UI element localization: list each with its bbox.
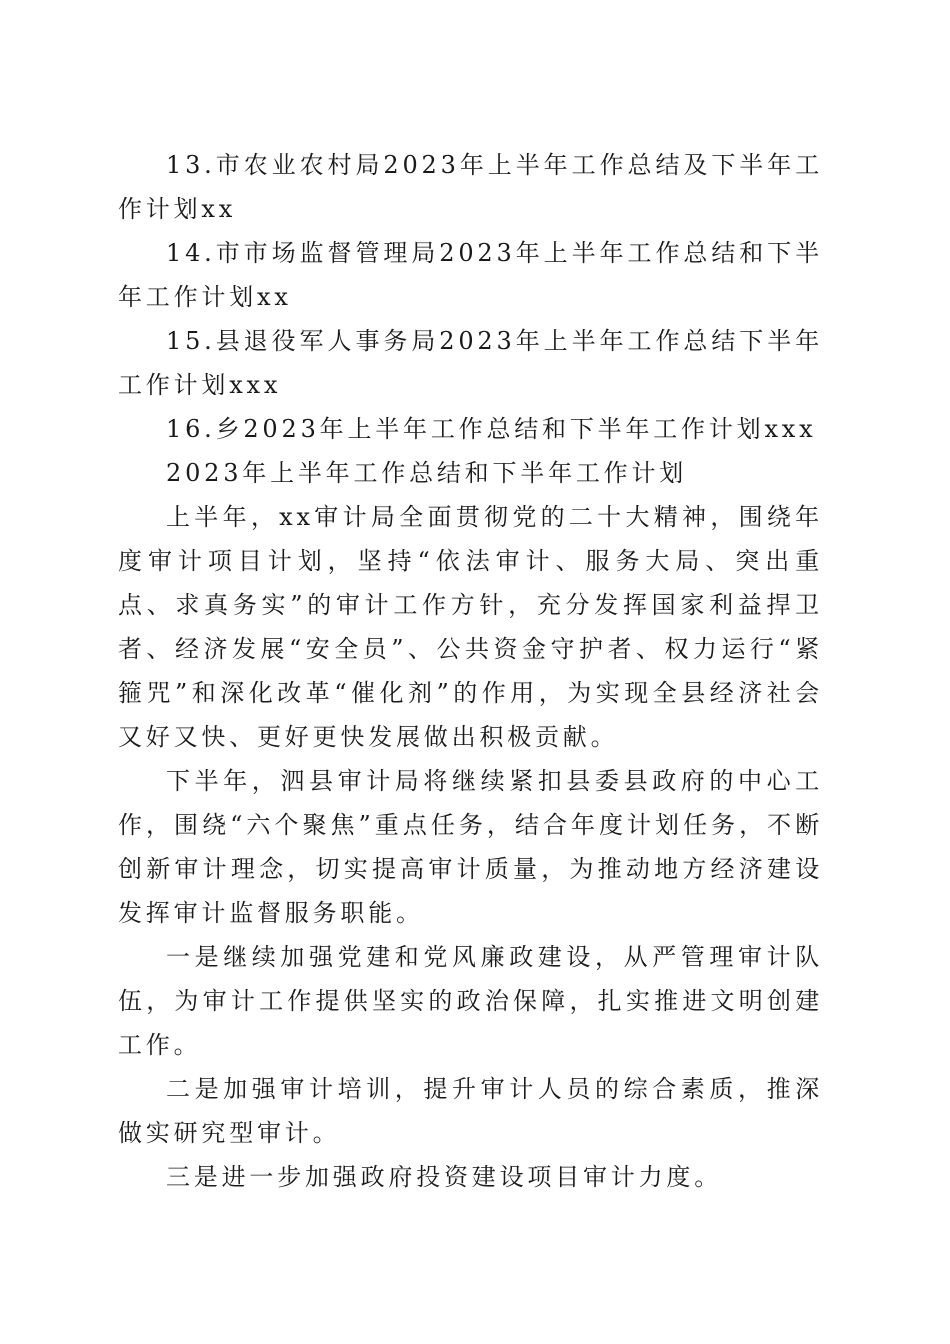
paragraph-point-two: 二是加强审计培训，提升审计人员的综合素质，推深做实研究型审计。 — [118, 1075, 823, 1147]
paragraph-point-one: 一是继续加强党建和党风廉政建设，从严管理审计队伍，为审计工作提供坚实的政治保障，扎实推进文明创建工作。 — [118, 943, 823, 1059]
paragraph-item-16: 16.乡2023年上半年工作总结和下半年工作计划xxx — [166, 415, 817, 443]
paragraph-point-three: 三是进一步加强政府投资建设项目审计力度。 — [166, 1163, 722, 1191]
paragraph-second-half-plan: 下半年，泗县审计局将继续紧扣县委县政府的中心工作，围绕“六个聚焦”重点任务，结合年度计划任务，不断创新审计理念，切实提高审计质量，为推动地方经济建设发挥审计监督服务职能。 — [118, 767, 823, 927]
paragraph-first-half-summary: 上半年，xx审计局全面贯彻党的二十大精神，围绕年度审计项目计划，坚持“依法审计、服务大局、突出重点、求真务实”的审计工作方针，充分发挥国家利益捍卫者、经济发展“安全员”、公共资金守护者、权力运行“紧箍咒”和深化改革“催化剂”的作用，为实现全县经济社会又好又快、更好更快发展做出积极贡献。 — [118, 503, 823, 751]
paragraph-item-14: 14.市市场监督管理局2023年上半年工作总结和下半年工作计划xx — [118, 239, 823, 311]
paragraph-item-15: 15.县退役军人事务局2023年上半年工作总结下半年工作计划xxx — [118, 327, 823, 399]
section-heading: 2023年上半年工作总结和下半年工作计划 — [166, 459, 688, 487]
paragraph-item-13: 13.市农业农村局2023年上半年工作总结及下半年工作计划xx — [118, 151, 823, 223]
document-body — [118, 143, 823, 1199]
